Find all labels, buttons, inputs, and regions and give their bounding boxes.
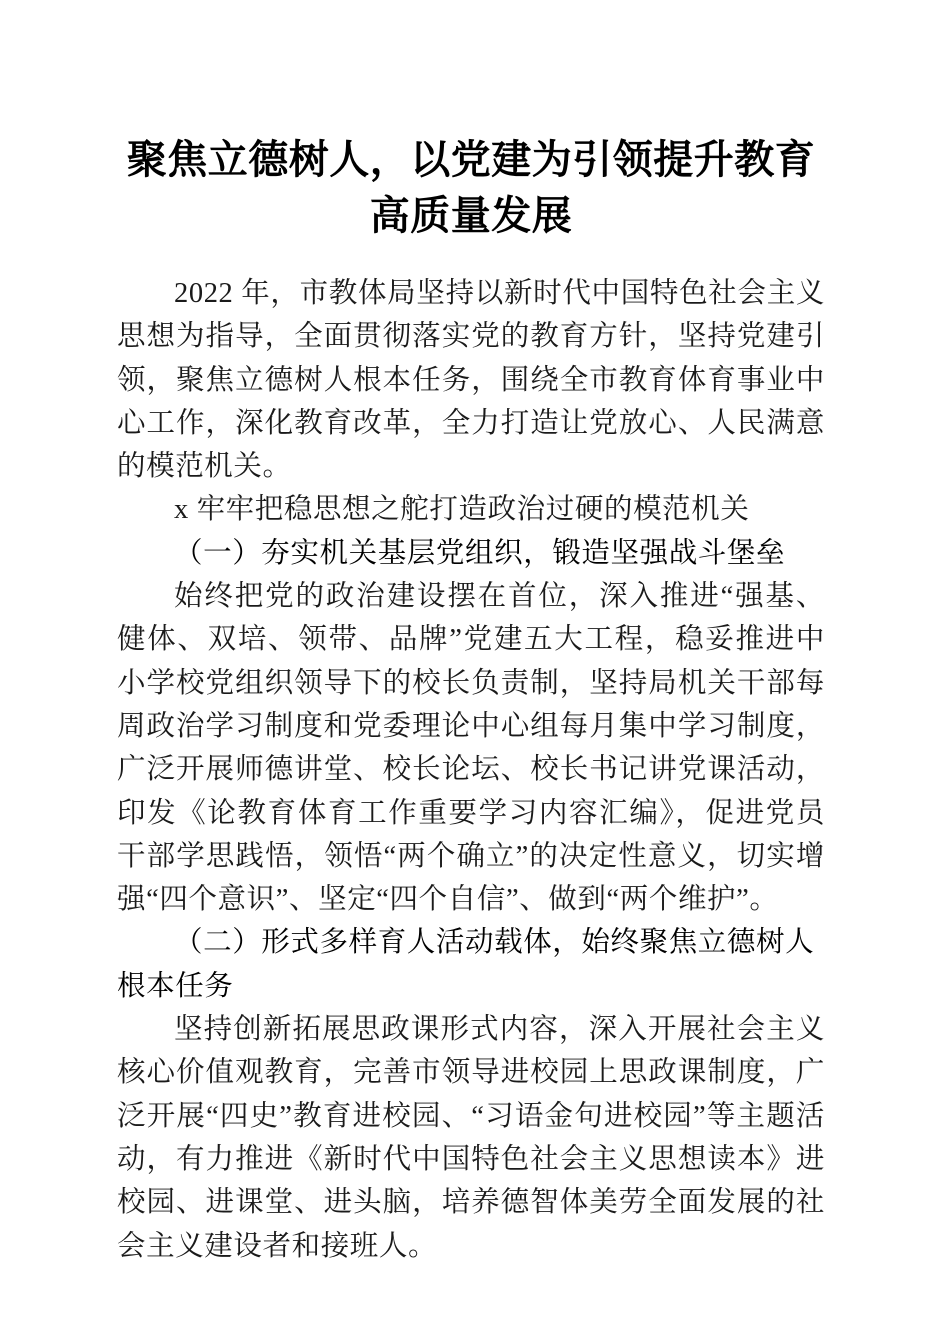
paragraph-intro: 2022 年，市教体局坚持以新时代中国特色社会主义思想为指导，全面贯彻落实党的教育方针，坚持党建引领，聚焦立德树人根本任务，围绕全市教育体育事业中心工作，深化教育改革，全力打造让党放心、人民满意的模范机关。 <box>117 278 825 483</box>
paragraph-section-one-body: 始终把党的政治建设摆在首位，深入推进“强基、健体、双培、领带、品牌”党建五大工程，稳妥推进中小学校党组织领导下的校长负责制，坚持局机关干部每周政治学习制度和党委理论中心组每月集中学习制度，广泛开展师德讲堂、校长论坛、校长书记讲党课活动，印发《论教育体育工作重要学习内容汇编》，促进党员干部学思践悟，领悟“两个确立”的决定性意义，切实增强“四个意识”、坚定“四个自信”、做到“两个维护”。 <box>117 581 825 916</box>
heading-section-one: （一）夯实机关基层党组织，锻造坚强战斗堡垒 <box>174 537 786 569</box>
heading-section-two: （二）形式多样育人活动载体，始终聚焦立德树人根本任务 <box>117 927 815 1002</box>
page-title: 聚焦立德树人，以党建为引领提升教育高质量发展 <box>126 137 816 238</box>
paragraph-section-two-body: 坚持创新拓展思政课形式内容，深入开展社会主义核心价值观教育，完善市领导进校园上思政课制度，广泛开展“四史”教育进校园、“习语金句进校园”等主题活动，有力推进《新时代中国特色社会主义思想读本》进校园、进课堂、进头脑，培养德智体美劳全面发展的社会主义建设者和接班人。 <box>117 1014 825 1262</box>
document-body <box>117 272 825 1268</box>
paragraph-section-x: x 牢牢把稳思想之舵打造政治过硬的模范机关 <box>174 494 750 526</box>
